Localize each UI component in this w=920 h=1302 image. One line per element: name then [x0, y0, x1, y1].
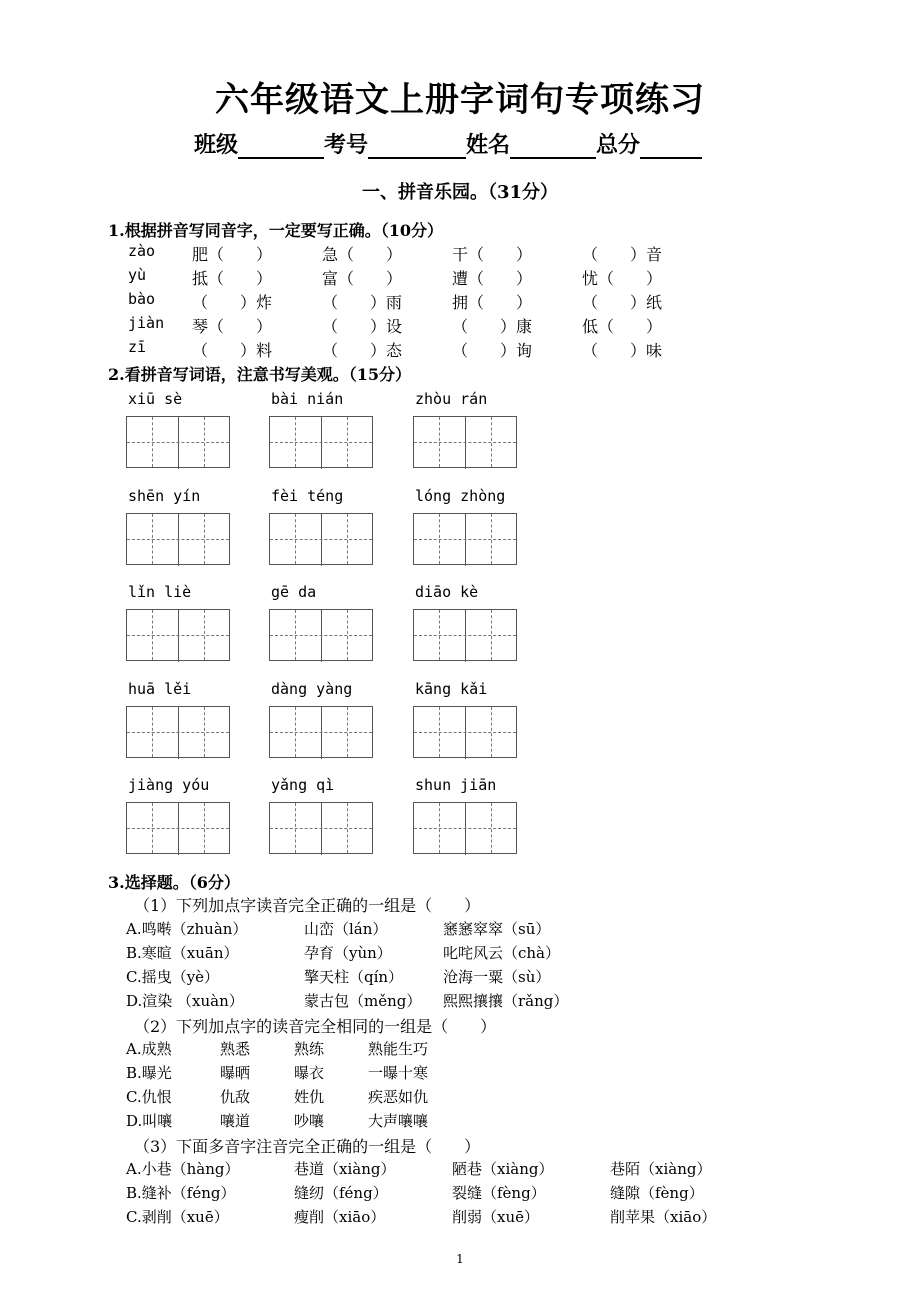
option-text: B.曝光: [126, 1064, 172, 1082]
pinyin-label: shun jiān: [415, 776, 497, 794]
option-text: 沧海一粟（sù）: [443, 968, 551, 986]
id-blank[interactable]: [368, 135, 466, 159]
grid-guide: [439, 707, 440, 757]
grid-guide: [295, 803, 296, 853]
fill-blank-item[interactable]: 急（ ）: [322, 245, 403, 264]
option-text: D.渲染 （xuàn）: [126, 992, 244, 1010]
q3-heading: 3.选择题。（6分）: [108, 873, 240, 892]
grid-cell[interactable]: [127, 610, 179, 662]
writing-grid[interactable]: [269, 609, 373, 661]
name-label: 姓名: [466, 133, 511, 158]
option-text: 削苹果（xiāo）: [610, 1208, 717, 1226]
fill-blank-item[interactable]: 富（ ）: [322, 269, 403, 288]
option-text: 熟悉: [220, 1040, 251, 1058]
grid-cell[interactable]: [127, 707, 179, 759]
option-text: 吵嚷: [294, 1112, 325, 1130]
grid-guide: [347, 707, 348, 757]
grid-cell[interactable]: [270, 610, 322, 662]
pinyin-label: xiū sè: [128, 390, 183, 408]
option-text: B.缝补（féng）: [126, 1184, 236, 1202]
pinyin-label: lǐn liè: [128, 583, 192, 601]
fill-blank-item[interactable]: （ ）料: [192, 341, 273, 360]
grid-cell[interactable]: [270, 514, 322, 566]
fill-blank-item[interactable]: 干（ ）: [452, 245, 533, 264]
grid-guide: [204, 514, 205, 564]
name-blank[interactable]: [510, 135, 596, 159]
fill-blank-item[interactable]: 忧（ ）: [582, 269, 663, 288]
writing-grid[interactable]: [413, 802, 517, 854]
fill-blank-item[interactable]: （ ）询: [452, 341, 533, 360]
grid-guide: [439, 803, 440, 853]
grid-guide: [414, 442, 516, 443]
grid-cell[interactable]: [179, 417, 231, 469]
option-text: 一曝十寒: [368, 1064, 429, 1082]
option-text: 削弱（xuē）: [452, 1208, 539, 1226]
grid-guide: [152, 417, 153, 467]
grid-guide: [270, 732, 372, 733]
pinyin-label: fèi téng: [271, 486, 344, 505]
grid-cell[interactable]: [127, 417, 179, 469]
grid-cell[interactable]: [179, 610, 231, 662]
fill-blank-item[interactable]: 肥（ ）: [192, 245, 273, 264]
grid-cell[interactable]: [414, 803, 466, 855]
writing-grid[interactable]: [126, 609, 230, 661]
fill-blank-item[interactable]: 拥（ ）: [452, 293, 533, 312]
grid-guide: [152, 803, 153, 853]
option-text: 缝隙（fèng）: [610, 1184, 704, 1202]
option-text: A.小巷（hàng）: [126, 1160, 240, 1178]
pinyin-label: yǎng qì: [271, 776, 335, 794]
q3-sub3: （3）下面多音字注音完全正确的一组是（ ）: [134, 1137, 481, 1156]
option-text: 曝衣: [294, 1064, 325, 1082]
grid-cell[interactable]: [414, 514, 466, 566]
grid-cell[interactable]: [322, 417, 374, 469]
pinyin-label: zhòu rán: [415, 390, 488, 408]
grid-cell[interactable]: [179, 707, 231, 759]
grid-guide: [414, 732, 516, 733]
grid-guide: [439, 610, 440, 660]
grid-cell[interactable]: [179, 514, 231, 566]
grid-cell[interactable]: [466, 610, 518, 662]
grid-guide: [270, 635, 372, 636]
grid-guide: [270, 539, 372, 540]
grid-cell[interactable]: [414, 417, 466, 469]
class-label: 班级: [194, 133, 239, 158]
fill-blank-item[interactable]: （ ）态: [322, 341, 403, 360]
grid-cell[interactable]: [270, 417, 322, 469]
grid-guide: [491, 707, 492, 757]
grid-guide: [127, 442, 229, 443]
grid-cell[interactable]: [466, 417, 518, 469]
writing-grid[interactable]: [413, 416, 517, 468]
grid-cell[interactable]: [127, 803, 179, 855]
grid-cell[interactable]: [322, 803, 374, 855]
option-text: C.摇曳（yè）: [126, 968, 220, 986]
option-text: 疾恶如仇: [368, 1088, 429, 1106]
grid-cell[interactable]: [322, 707, 374, 759]
grid-guide: [491, 610, 492, 660]
option-text: C.剥削（xuē）: [126, 1208, 229, 1226]
grid-guide: [414, 828, 516, 829]
fill-blank-item[interactable]: 琴（ ）: [192, 317, 273, 336]
fill-blank-item[interactable]: （ ）雨: [322, 293, 403, 312]
writing-grid[interactable]: [269, 802, 373, 854]
option-text: 嚷道: [220, 1112, 251, 1130]
q2-heading: 2.看拼音写词语，注意书写美观。（15分）: [108, 365, 411, 384]
option-text: D.叫嚷: [126, 1112, 173, 1130]
grid-guide: [491, 417, 492, 467]
writing-grid[interactable]: [269, 416, 373, 468]
grid-guide: [295, 610, 296, 660]
grid-guide: [204, 417, 205, 467]
pinyin-label: dàng yàng: [271, 679, 353, 698]
pinyin-prompt: jiàn: [128, 314, 165, 332]
option-text: 裂缝（fèng）: [452, 1184, 546, 1202]
grid-cell[interactable]: [466, 803, 518, 855]
q3-sub1: （1）下列加点字读音完全正确的一组是（ ）: [134, 896, 481, 915]
grid-guide: [152, 707, 153, 757]
option-text: 陋巷（xiàng）: [452, 1160, 554, 1178]
fill-blank-item[interactable]: 遭（ ）: [452, 269, 533, 288]
grid-guide: [270, 828, 372, 829]
fill-blank-item[interactable]: （ ）设: [322, 317, 403, 336]
grid-guide: [347, 803, 348, 853]
option-text: 缝纫（féng）: [294, 1184, 388, 1202]
score-label: 总分: [596, 133, 641, 158]
pinyin-label: lóng zhòng: [415, 486, 506, 505]
option-text: 熟练: [294, 1040, 325, 1058]
option-text: 蒙古包（měng）: [304, 992, 422, 1010]
fill-blank-item[interactable]: 抵（ ）: [192, 269, 273, 288]
writing-grid[interactable]: [126, 802, 230, 854]
pinyin-prompt: zī: [128, 338, 147, 356]
pinyin-label: diāo kè: [415, 583, 479, 601]
grid-guide: [204, 707, 205, 757]
option-text: 熙熙攘攘（rǎng）: [443, 992, 569, 1010]
grid-guide: [152, 610, 153, 660]
option-text: 擎天柱（qín）: [304, 968, 404, 986]
pinyin-label: huā lěi: [128, 679, 192, 698]
grid-guide: [295, 707, 296, 757]
grid-guide: [270, 442, 372, 443]
option-text: 巷陌（xiàng）: [610, 1160, 712, 1178]
option-text: 瘦削（xiāo）: [294, 1208, 386, 1226]
grid-guide: [152, 514, 153, 564]
grid-cell[interactable]: [414, 610, 466, 662]
writing-grid[interactable]: [413, 706, 517, 758]
option-text: B.寒暄（xuān）: [126, 944, 239, 962]
option-text: 仇敌: [220, 1088, 251, 1106]
option-text: A.成熟: [126, 1040, 172, 1058]
writing-grid[interactable]: [126, 513, 230, 565]
writing-grid[interactable]: [413, 609, 517, 661]
grid-guide: [491, 514, 492, 564]
option-text: 山峦（lán）: [304, 920, 388, 938]
q3-sub2: （2）下列加点字的读音完全相同的一组是（ ）: [134, 1017, 497, 1036]
grid-cell[interactable]: [179, 803, 231, 855]
writing-grid[interactable]: [126, 416, 230, 468]
option-text: 曝晒: [220, 1064, 251, 1082]
grid-guide: [347, 417, 348, 467]
page-number: 1: [456, 1252, 464, 1266]
grid-guide: [127, 828, 229, 829]
grid-cell[interactable]: [270, 803, 322, 855]
grid-cell[interactable]: [322, 514, 374, 566]
grid-guide: [491, 803, 492, 853]
pinyin-label: bài nián: [271, 390, 344, 408]
fill-blank-item[interactable]: （ ）炸: [192, 293, 273, 312]
option-text: 熟能生巧: [368, 1040, 429, 1058]
option-text: A.鸣啭（zhuàn）: [126, 920, 248, 938]
grid-guide: [414, 635, 516, 636]
grid-cell[interactable]: [270, 707, 322, 759]
fill-blank-item[interactable]: （ ）音: [582, 245, 663, 264]
grid-guide: [347, 610, 348, 660]
grid-cell[interactable]: [127, 514, 179, 566]
grid-cell[interactable]: [414, 707, 466, 759]
grid-guide: [127, 539, 229, 540]
option-text: C.仇恨: [126, 1088, 172, 1106]
fill-blank-item[interactable]: （ ）纸: [582, 293, 663, 312]
page-title: 六年级语文上册字词句专项练习: [215, 80, 705, 120]
class-blank[interactable]: [238, 135, 324, 159]
fill-blank-item[interactable]: 低（ ）: [582, 317, 663, 336]
fill-blank-item[interactable]: （ ）康: [452, 317, 533, 336]
pinyin-label: jiàng yóu: [128, 776, 210, 794]
pinyin-prompt: yù: [128, 266, 147, 284]
grid-guide: [295, 514, 296, 564]
pinyin-label: shēn yín: [128, 486, 201, 505]
grid-cell[interactable]: [466, 514, 518, 566]
pinyin-label: gē da: [271, 583, 317, 601]
pinyin-label: kāng kǎi: [415, 679, 488, 698]
pinyin-prompt: bào: [128, 290, 156, 308]
score-blank[interactable]: [640, 135, 702, 159]
option-text: 叱咤风云（chà）: [443, 944, 561, 962]
option-text: 孕育（yùn）: [304, 944, 392, 962]
grid-guide: [204, 803, 205, 853]
grid-guide: [127, 635, 229, 636]
writing-grid[interactable]: [269, 513, 373, 565]
grid-guide: [347, 514, 348, 564]
grid-guide: [204, 610, 205, 660]
grid-guide: [439, 514, 440, 564]
option-text: 大声嚷嚷: [368, 1112, 429, 1130]
fill-blank-item[interactable]: （ ）味: [582, 341, 663, 360]
grid-cell[interactable]: [466, 707, 518, 759]
section-heading: 一、拼音乐园。（31分）: [361, 182, 559, 203]
grid-guide: [414, 539, 516, 540]
id-label: 考号: [324, 133, 369, 158]
grid-guide: [439, 417, 440, 467]
writing-grid[interactable]: [269, 706, 373, 758]
grid-guide: [295, 417, 296, 467]
grid-cell[interactable]: [322, 610, 374, 662]
grid-guide: [127, 732, 229, 733]
option-text: 巷道（xiàng）: [294, 1160, 396, 1178]
pinyin-prompt: zào: [128, 242, 156, 260]
q1-heading: 1.根据拼音写同音字，一定要写正确。（10分）: [108, 221, 443, 240]
option-text: 窸窸窣窣（sū）: [443, 920, 551, 938]
writing-grid[interactable]: [126, 706, 230, 758]
student-info: [194, 128, 702, 159]
writing-grid[interactable]: [413, 513, 517, 565]
option-text: 姓仇: [294, 1088, 325, 1106]
